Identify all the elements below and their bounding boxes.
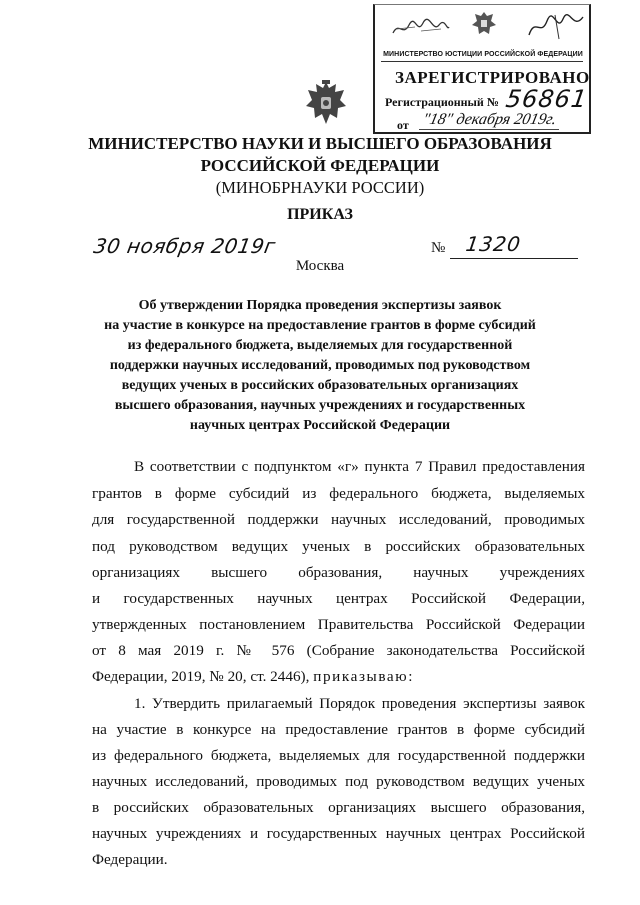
order-verb: приказываю: [313, 668, 415, 685]
stamp-date-prefix: от [397, 118, 409, 132]
title-line: из федерального бюджета, выделяемых для государственной [127, 338, 513, 353]
body-line: из федерального бюджета, выделяемых для государственной поддержки [92, 747, 585, 764]
body-line: и государственных научных центрах Российской Федерации, [92, 590, 585, 607]
body-text: Федерации, 2019, № 20, ст. 2446), [92, 668, 310, 685]
body-line: под руководством ведущих ученых в российских образовательных [92, 538, 585, 555]
coat-of-arms-small-icon [469, 9, 499, 39]
body-line: для государственной поддержки научных исследований, проводимых [92, 511, 585, 528]
body-line: от 8 мая 2019 г. № 576 (Собрание законодательства Российской [92, 642, 585, 659]
body-line: научных учреждениях и государственных научных центрах Российской [92, 825, 585, 842]
stamp-registered-label: ЗАРЕГИСТРИРОВАНО [395, 68, 590, 87]
ministry-title-line1: МИНИСТЕРСТВО НАУКИ И ВЫСШЕГО ОБРАЗОВАНИЯ [88, 134, 552, 153]
title-line: на участие в конкурсе на предоставление грантов в форме субсидий [104, 318, 536, 333]
signature-scribble-icon [391, 17, 451, 39]
body-line: утвержденных постановлением Правительства Российской Федерации [92, 616, 585, 633]
order-number-label: № [431, 240, 446, 256]
body-line: В соответствии с подпунктом «г» пункта 7 Правил предоставления [134, 458, 585, 475]
ministry-short-name: (МИНОБРНАУКИ РОССИИ) [215, 178, 425, 197]
body-line [92, 668, 585, 686]
order-city: Москва [295, 258, 345, 274]
body-line: научных исследований, проводимых под руководством ведущих ученых [92, 773, 585, 790]
stamp-divider [381, 61, 583, 62]
registration-stamp [373, 4, 591, 134]
body-line: в российских образовательных организациях высшего образования, [92, 799, 585, 816]
document-type: ПРИКАЗ [287, 206, 353, 223]
order-date: 30 ноября 2019г [91, 234, 278, 258]
stamp-signature-icon [525, 11, 587, 41]
stamp-date-underline [419, 129, 559, 130]
title-line: поддержки научных исследований, проводимых под руководством [109, 358, 531, 373]
title-line: высшего образования, научных учреждениях и государственных [114, 398, 526, 413]
body-line: организациях высшего образования, научных учреждениях [92, 564, 585, 581]
body-line: 1. Утвердить прилагаемый Порядок проведения экспертизы заявок [134, 695, 585, 712]
title-line: Об утверждении Порядка проведения экспертизы заявок [138, 298, 502, 313]
title-line: научных центрах Российской Федерации [189, 418, 451, 433]
order-number: 1320 [464, 232, 523, 256]
stamp-regno-value: 56861 [504, 85, 590, 113]
stamp-regno-label: Регистрационный № [385, 95, 499, 109]
ministry-title-line2: РОССИЙСКОЙ ФЕДЕРАЦИИ [200, 156, 440, 175]
title-line: ведущих ученых в российских образовательных организациях [121, 378, 519, 393]
body-line: грантов в форме субсидий из федерального бюджета, выделяемых [92, 485, 585, 502]
stamp-date-value: "18" декабря 2019г. [421, 111, 559, 128]
coat-of-arms-icon [304, 80, 348, 130]
body-line: Федерации. [92, 851, 168, 868]
body-line: на участие в конкурсе на предоставление грантов в форме субсидий [92, 721, 585, 738]
stamp-ministry-name: МИНИСТЕРСТВО ЮСТИЦИИ РОССИЙСКОЙ ФЕДЕРАЦИИ [383, 51, 583, 58]
